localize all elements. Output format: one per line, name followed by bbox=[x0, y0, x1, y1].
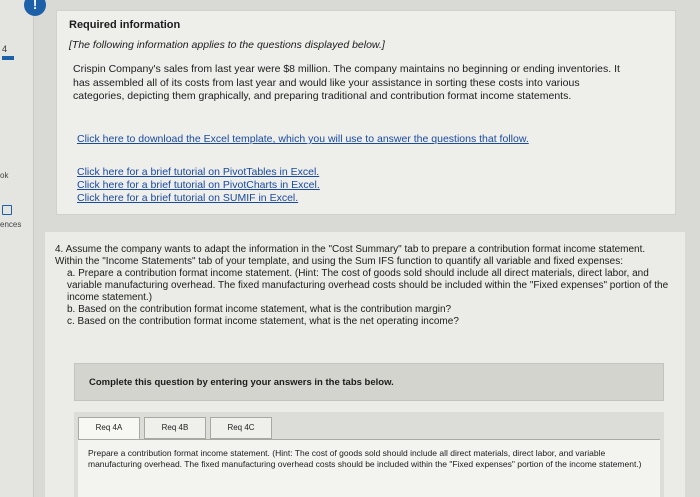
question-text bbox=[55, 244, 675, 328]
instructions-box bbox=[74, 363, 664, 401]
instructions-text: Complete this question by entering your answers in the tabs below. bbox=[89, 377, 394, 388]
progress-mark-icon bbox=[2, 56, 14, 60]
tab-content bbox=[78, 439, 660, 497]
tab-req-4a[interactable]: Req 4A bbox=[78, 417, 140, 440]
intro-paragraph: Crispin Company's sales from last year were $8 million. The company maintains no beginning or ending inventories. It has assembled all of its costs from last year and would like your assistance in sorting these costs into various categories, depicting them graphically, and preparing traditional and contribution format income statements. bbox=[73, 63, 620, 102]
question-number[interactable]: 4 bbox=[2, 44, 8, 54]
tab-req-4c[interactable]: Req 4C bbox=[210, 417, 272, 439]
tab-content-text: Prepare a contribution format income statement. (Hint: The cost of goods sold should include all direct materials, direct labor, and variable manufacturing overhead. The fixed manufacturing overhead costs should be included within the "Fixed expenses" portion of the income statement.) bbox=[88, 448, 642, 469]
alert-badge-icon: ! bbox=[24, 0, 46, 16]
tabs-area bbox=[74, 412, 664, 497]
question-part-b: b. Based on the contribution format income statement, what is the contribution margin? bbox=[67, 304, 452, 315]
references-label[interactable]: ences bbox=[0, 220, 22, 229]
question-stem: 4. Assume the company wants to adapt the information in the "Cost Summary" tab to prepare a contribution format income statement. Within the "Income Statements" tab of your template, and using the Sum IFS function to quantify all variable and fixed expenses: bbox=[55, 244, 646, 267]
tab-req-4b[interactable]: Req 4B bbox=[144, 417, 206, 439]
left-sidebar bbox=[0, 0, 38, 497]
required-info-subtitle: [The following information applies to the questions displayed below.] bbox=[69, 39, 385, 51]
sumif-tutorial-link[interactable]: Click here for a brief tutorial on SUMIF in Excel. bbox=[77, 192, 299, 204]
ebook-label[interactable]: ok bbox=[0, 171, 9, 180]
question-part-a: a. Prepare a contribution format income statement. (Hint: The cost of goods sold should include all direct materials, direct labor, and variable manufacturing overhead. The fixed manufacturing overhead costs should be included within the "Fixed expenses" portion of the income statement.) bbox=[67, 268, 669, 303]
pivottables-tutorial-link[interactable]: Click here for a brief tutorial on PivotTables in Excel. bbox=[77, 166, 320, 178]
question-part-c: c. Based on the contribution format income statement, what is the net operating income? bbox=[67, 316, 459, 327]
question-area bbox=[45, 232, 685, 497]
required-info-title: Required information bbox=[69, 19, 181, 31]
book-icon[interactable] bbox=[2, 205, 12, 215]
excel-template-link[interactable]: Click here to download the Excel template, which you will use to answer the questions that follow. bbox=[77, 133, 529, 145]
pivotcharts-tutorial-link[interactable]: Click here for a brief tutorial on PivotCharts in Excel. bbox=[77, 179, 320, 191]
required-information-panel bbox=[56, 10, 676, 215]
